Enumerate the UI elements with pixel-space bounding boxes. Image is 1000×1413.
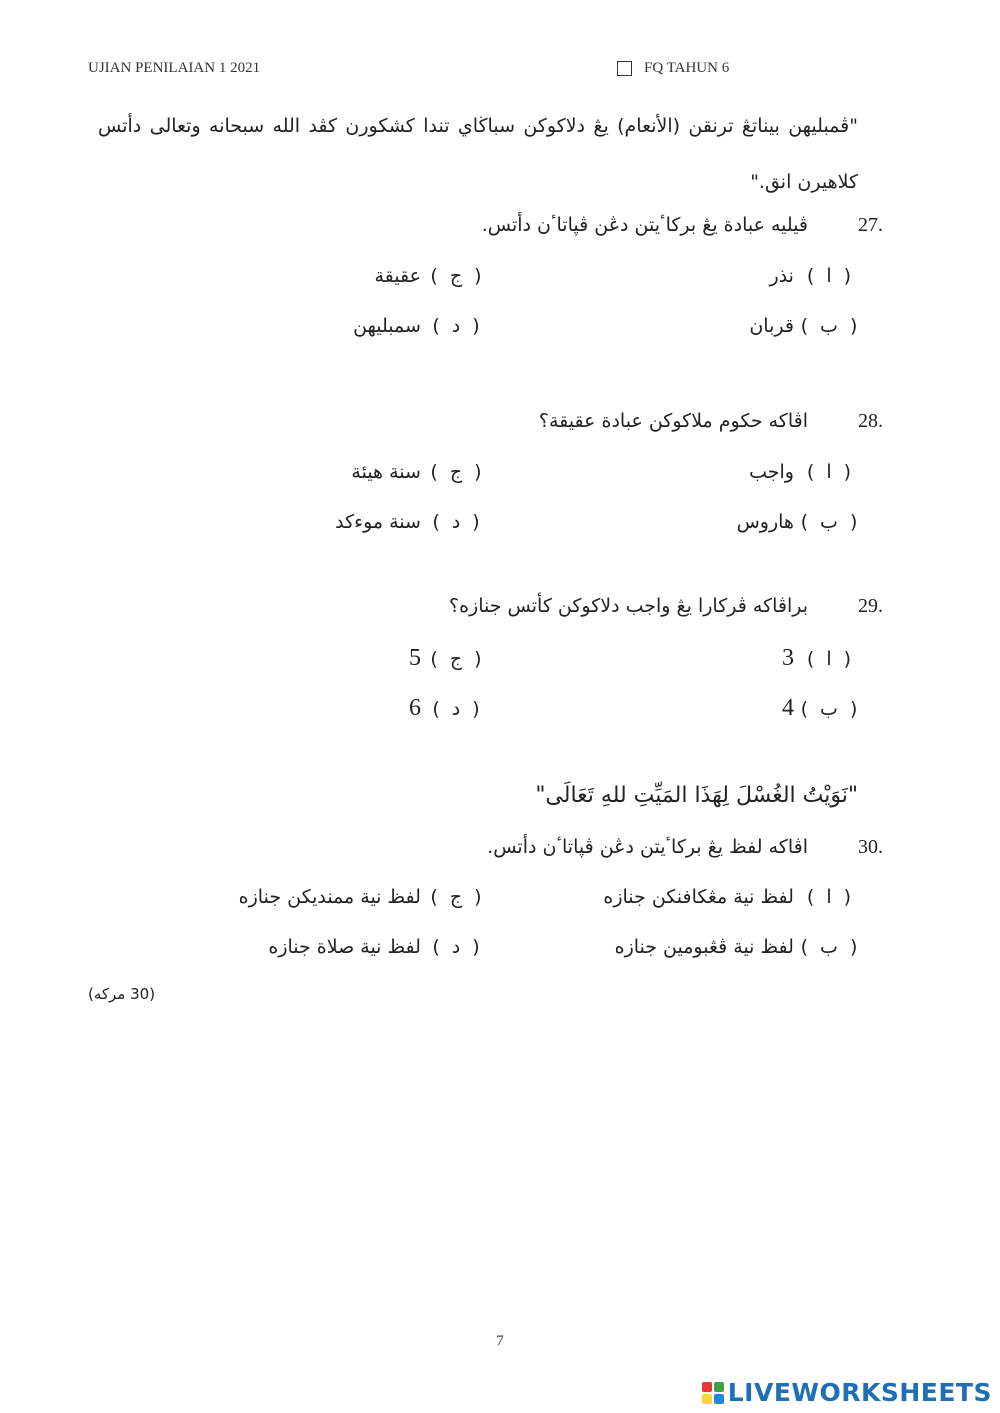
option-text: 3	[781, 645, 794, 671]
option-text: لفظ نية ممنديكن جنازه	[238, 886, 421, 908]
option-letter: د	[451, 698, 461, 720]
question-text: اڤاكه لفظ يڠ بركاٴيتن دڠن ڤپاتاٴن دأتس.	[487, 836, 808, 858]
total-marks: (30 مركه)	[88, 985, 156, 1003]
question-text: ڤيليه عبادة يڠ بركاٴيتن دڠن ڤپاتاٴن دأتس.	[481, 214, 808, 236]
option-b[interactable]: ( ب ) هاروس	[736, 511, 858, 533]
option-a[interactable]: ( ا ) واجب	[749, 461, 852, 483]
option-d[interactable]: ( د ) 6	[408, 695, 480, 721]
logo-block	[702, 1382, 712, 1392]
option-letter: ا	[826, 648, 832, 670]
option-letter: د	[451, 936, 461, 958]
option-letter: ج	[449, 265, 463, 287]
option-letter: ا	[826, 461, 832, 483]
option-text: 5	[408, 645, 421, 671]
option-text: لفظ نية مڠكافنكن جنازه	[603, 886, 794, 908]
option-text: عقيقة	[374, 265, 421, 287]
option-d[interactable]: ( د ) سمبليهن	[353, 315, 480, 337]
header-left-title: UJIAN PENILAIAN 1 2021	[88, 60, 261, 76]
option-text: سمبليهن	[353, 315, 421, 337]
option-letter: ب	[820, 511, 838, 533]
option-text: هاروس	[736, 511, 794, 533]
option-d[interactable]: ( د ) لفظ نية صلاة جنازه	[268, 936, 480, 958]
option-text: لفظ نية صلاة جنازه	[268, 936, 421, 958]
option-text: لفظ نية ڤڠبومين جنازه	[614, 936, 794, 958]
option-letter: د	[451, 511, 461, 533]
question-text: براڤاكه ڤركارا يڠ واجب دلاكوكن كأتس جنازه؟	[449, 595, 808, 617]
liveworksheets-logo[interactable]	[702, 1378, 992, 1407]
option-letter: ج	[449, 886, 463, 908]
question-number: 28.	[858, 410, 883, 432]
option-c[interactable]: ( ج ) سنة هيئة	[351, 461, 482, 483]
option-text: نذر	[769, 265, 794, 287]
option-text: سنة موءكد	[335, 511, 421, 533]
option-text: واجب	[749, 461, 794, 483]
option-letter: ا	[826, 886, 832, 908]
question-number: 29.	[858, 595, 883, 617]
header-right-title: FQ TAHUN 6	[644, 60, 730, 76]
option-a[interactable]: ( ا ) نذر	[769, 265, 852, 287]
option-c[interactable]: ( ج ) عقيقة	[374, 265, 482, 287]
option-letter: ب	[820, 936, 838, 958]
header-right	[617, 60, 729, 77]
option-text: 4	[781, 695, 794, 721]
option-a[interactable]: ( ا ) 3	[781, 645, 852, 671]
logo-block	[714, 1394, 724, 1404]
option-text: قربان	[749, 315, 794, 337]
option-c[interactable]: ( ج ) 5	[408, 645, 482, 671]
option-text: 6	[408, 695, 421, 721]
question-text: اڤاكه حكوم ملاكوكن عبادة عقيقة؟	[538, 410, 808, 432]
option-b[interactable]: ( ب ) لفظ نية ڤڠبومين جنازه	[614, 936, 858, 958]
option-letter: ج	[449, 461, 463, 483]
logo-icon	[702, 1382, 724, 1404]
option-b[interactable]: ( ب ) 4	[781, 695, 858, 721]
question-number: 30.	[858, 836, 883, 858]
logo-text: LIVEWORKSHEETS	[727, 1378, 992, 1407]
passage-text: "ڤمبليهن بيناتڠ ترنقن (الأنعام) يڠ دلاكوكن سباڬاي تندا كشكورن كڤد الله سبحانه وتعالى دأتس كلاهيرن انق."	[98, 115, 858, 193]
page-number: 7	[496, 1333, 504, 1349]
option-letter: ب	[820, 315, 838, 337]
option-text: سنة هيئة	[351, 461, 421, 483]
option-letter: ا	[826, 265, 832, 287]
logo-block	[714, 1382, 724, 1392]
arabic-quote: "نَوَيْتُ الغُسْلَ لِهَذَا المَيِّتِ للهِ تَعَالَى"	[535, 783, 858, 808]
checkbox[interactable]	[617, 61, 632, 76]
option-d[interactable]: ( د ) سنة موءكد	[335, 511, 480, 533]
option-b[interactable]: ( ب ) قربان	[749, 315, 858, 337]
option-letter: ب	[820, 698, 838, 720]
option-letter: د	[451, 315, 461, 337]
option-a[interactable]: ( ا ) لفظ نية مڠكافنكن جنازه	[603, 886, 852, 908]
question-number: 27.	[858, 214, 883, 236]
option-letter: ج	[449, 648, 463, 670]
option-c[interactable]: ( ج ) لفظ نية ممنديكن جنازه	[238, 886, 482, 908]
logo-block	[702, 1394, 712, 1404]
